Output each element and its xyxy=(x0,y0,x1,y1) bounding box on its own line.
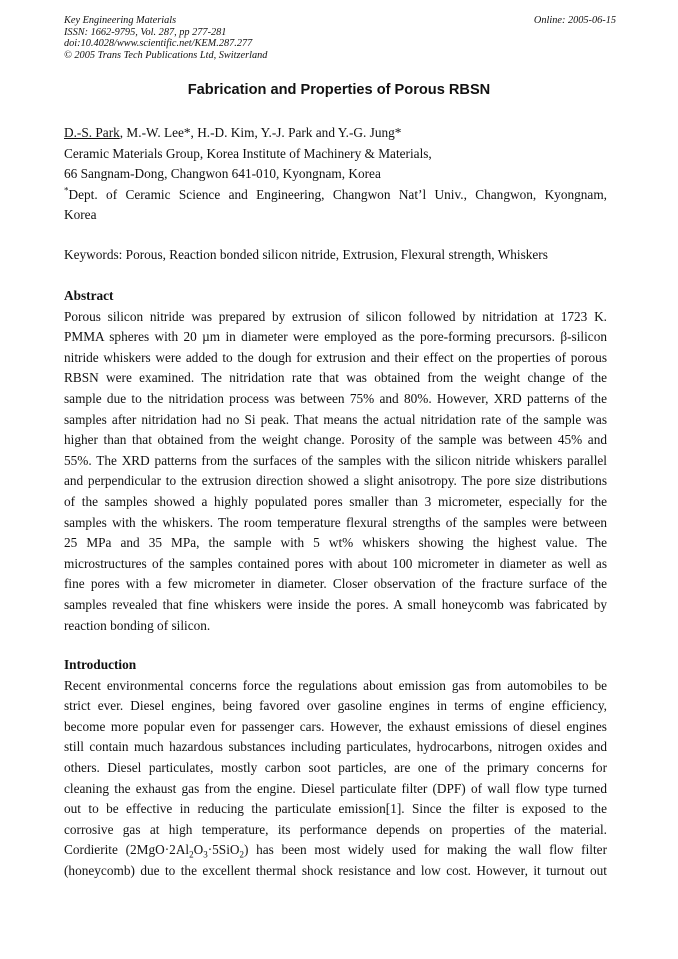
abstract-line: reaction bonding of silicon. xyxy=(64,617,211,633)
paper-title: Fabrication and Properties of Porous RBSN xyxy=(187,82,491,98)
introduction-line: Recent environmental concerns force the regulations about emission gas from automobiles to be xyxy=(64,677,607,693)
introduction-line: still contain much hazardous substances including particulates, hydrocarbons, nitrogen oxides and xyxy=(64,739,607,755)
abstract-line: Porous silicon nitride was prepared by extrusion of silicon followed by nitridation at 1723 K. xyxy=(64,308,607,324)
introduction-section xyxy=(64,655,607,882)
abstract-line: samples after nitridation had no Si peak. That means the actual nitridation rate of the sample was xyxy=(64,411,607,427)
abstract-line: sample due to the nitridation process was between 75% and 80%. However, XRD patterns of the xyxy=(64,390,607,406)
affiliation-line-3: *Dept. of Ceramic Science and Engineering, Changwon Nat’l Univ., Changwon, Kyongnam, xyxy=(64,185,607,202)
introduction-line: become more popular even for passenger cars. However, the exhaust emissions of diesel engines xyxy=(64,718,607,734)
affiliation-line-2: 66 Sangnam-Dong, Changwon 641-010, Kyongnam, Korea xyxy=(64,166,381,182)
abstract-line: and perpendicular to the extrusion direction showed a slight anisotropy. The pore size distributions xyxy=(64,473,607,489)
abstract-line: 55%. The XRD patterns from the surfaces of the samples with the silicon nitride whiskers parallel xyxy=(64,452,607,468)
introduction-line: corrosive gas at high temperature, its performance depends on properties of the material. xyxy=(64,821,607,837)
author-block xyxy=(64,123,607,226)
introduction-body xyxy=(64,676,607,841)
other-authors: , M.-W. Lee*, H.-D. Kim, Y.-J. Park and Y.-G. Jung* xyxy=(119,125,402,140)
abstract-line: fine pores with a few micrometer in diameter. Closer observation of the fracture surface of the xyxy=(64,576,607,592)
first-author: D.-S. Park xyxy=(64,125,120,140)
introduction-line: cleaning the exhaust gas from the engine. Diesel particulate filter (DPF) of wall flow type turned xyxy=(64,780,607,796)
abstract-heading: Abstract xyxy=(64,288,114,303)
abstract-line: of the samples showed a highly populated pores smaller than 3 micrometer, especially for the xyxy=(64,493,607,509)
introduction-heading: Introduction xyxy=(64,657,137,672)
authors-line xyxy=(64,123,607,144)
abstract-line: higher than that obtained from the weight change. Porosity of the sample was between 45% and xyxy=(64,432,607,448)
issn-line: ISSN: 1662-9795, Vol. 287, pp 277-281 xyxy=(64,26,227,38)
intro-last-line: (honeycomb) due to the excellent thermal shock resistance and low cost. However, it turnout out xyxy=(64,862,607,878)
keywords-line: Keywords: Porous, Reaction bonded silicon nitride, Extrusion, Flexural strength, Whiskers xyxy=(64,247,548,262)
copyright-line: © 2005 Trans Tech Publications Ltd, Switzerland xyxy=(64,49,268,61)
introduction-line: others. Diesel particulates, mostly carbon soot particles, are one of the primary concerns for xyxy=(64,759,607,775)
doi-line: doi:10.4028/www.scientific.net/KEM.287.277 xyxy=(64,38,253,49)
abstract-line: 25 MPa and 35 MPa, the sample with 5 wt% whiskers showing the highest value. The xyxy=(64,535,607,551)
affiliation-star: * xyxy=(64,185,69,196)
abstract-line: RBSN were examined. The nitridation rate that was obtained from the weight change of the xyxy=(64,370,607,386)
abstract-line: samples with the whiskers. The room temperature flexural strengths of the samples were between xyxy=(64,514,607,530)
abstract-line: microstructures of the samples contained pores with about 100 micrometer in diameter as well as xyxy=(64,555,607,571)
journal-name: Key Engineering Materials xyxy=(64,15,177,26)
journal-header xyxy=(64,15,616,61)
abstract-line: nitride whiskers were added to the dough for extrusion and their effect on the properties of porous xyxy=(64,349,607,365)
abstract-line: PMMA spheres with 20 µm in diameter were employed as the pore-forming precursors. β-silicon xyxy=(64,329,607,345)
cordierite-line: Cordierite $(2MgO\cdot 2Al_2O_3\cdot 5SiO_2)$ has been most widely used for making the wall flow filter xyxy=(64,842,607,860)
keywords xyxy=(64,245,607,266)
affiliation-line-1: Ceramic Materials Group, Korea Institute of Machinery & Materials, xyxy=(64,145,432,161)
abstract-section xyxy=(64,286,607,636)
online-date: Online: 2005-06-15 xyxy=(533,15,616,26)
affiliation-line-4: Korea xyxy=(64,207,97,223)
introduction-line: out to be effective in reducing the particulate emission[1]. Since the filter is exposed to the xyxy=(64,801,607,817)
introduction-line: strict ever. Diesel engines, being favored over gasoline engines in terms of engine efficiency, xyxy=(64,698,607,714)
abstract-body xyxy=(64,307,607,637)
abstract-line: samples revealed that fine whiskers were inside the pores. A small honeycomb was fabricated by xyxy=(64,596,607,612)
